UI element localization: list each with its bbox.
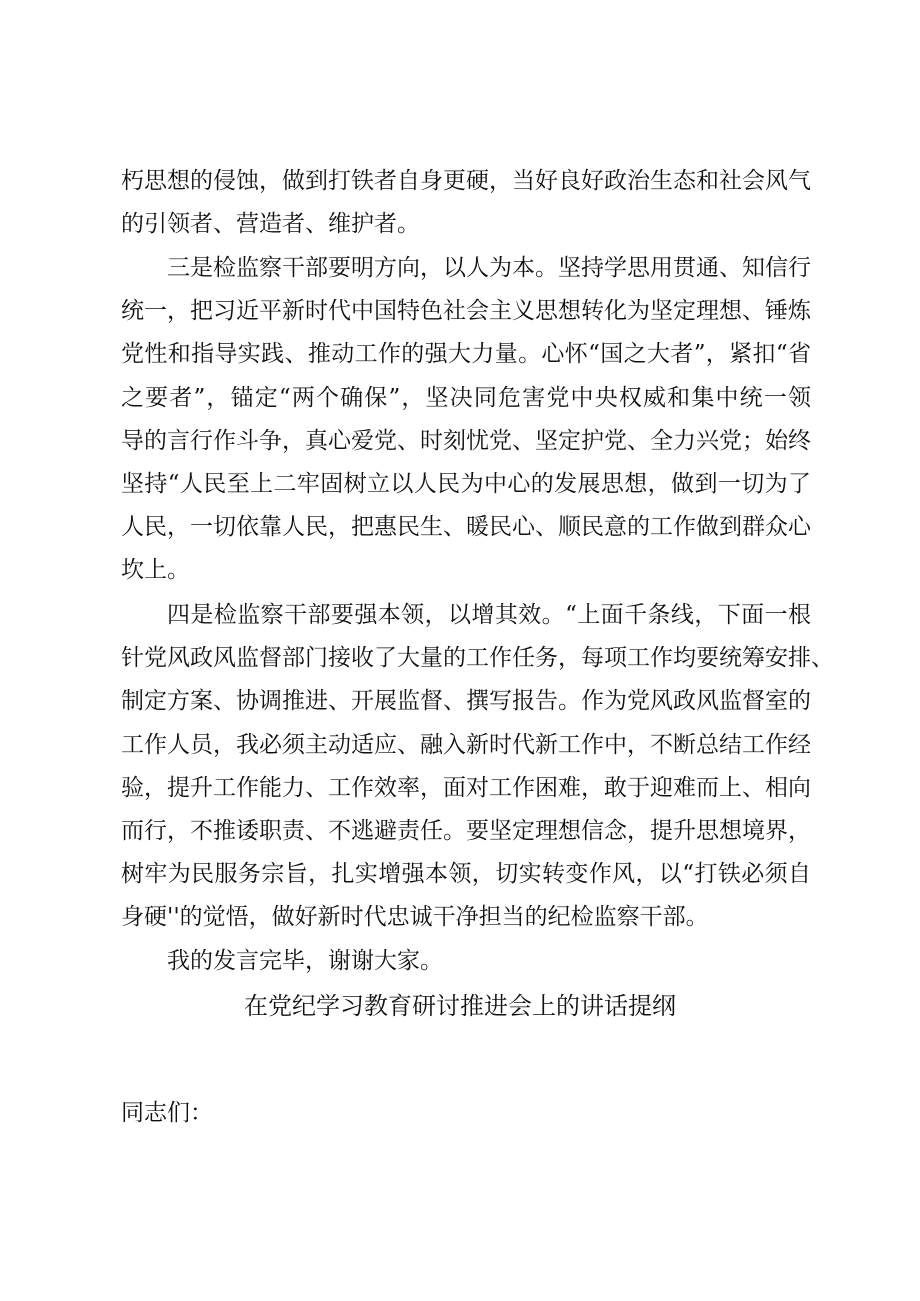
salutation: 同志们： <box>121 1100 213 1126</box>
text-line: 朽思想的侵蚀，做到打铁者自身更硬，当好良好政治生态和社会风气 <box>121 168 811 194</box>
text-line: 工作人员，我必须主动适应、融入新时代新工作中，不断总结工作经 <box>121 731 811 758</box>
text-line: 党性和指导实践、推动工作的强大力量。心怀“国之大者”，紧扣“省 <box>121 341 811 368</box>
paragraph-3 <box>121 594 834 940</box>
text-line: 统一，把习近平新时代中国特色社会主义思想转化为坚定理想、锤炼 <box>121 298 811 325</box>
document-title: 在党纪学习教育研讨推进会上的讲话提纲 <box>244 992 676 1020</box>
text-line: 三是检监察干部要明方向，以人为本。坚持学思用贯通、知信行 <box>167 255 811 281</box>
text-line: 针党风政风监督部门接收了大量的工作任务，每项工作均要统筹安排、 <box>121 645 834 672</box>
paragraph-2 <box>121 247 811 593</box>
text-line: 的引领者、营造者、维护者。 <box>121 211 420 238</box>
text-line: 坚持“人民至上二牢固树立以人民为中心的发展思想，做到一切为了 <box>121 470 811 497</box>
text-line: 身硬''的觉悟，做好新时代忠诚干净担当的纪检监察干部。 <box>121 904 709 931</box>
text-line: 而行，不推诿职责、不逃避责任。要坚定理想信念，提升思想境界， <box>121 817 811 844</box>
paragraph-4 <box>121 940 811 983</box>
text-line: 制定方案、协调推进、开展监督、撰写报告。作为党风政风监督室的 <box>121 688 811 715</box>
text-line: 之要者”，锚定“两个确保”，坚决同危害党中央权威和集中统一领 <box>121 384 811 411</box>
text-line: 树牢为民服务宗旨，扎实增强本领，切实转变作风，以“打铁必须自 <box>121 861 811 888</box>
text-line: 坎上。 <box>121 557 190 584</box>
text-line: 人民，一切依靠人民，把惠民生、暖民心、顺民意的工作做到群众心 <box>121 514 811 541</box>
paragraph-1 <box>121 160 811 246</box>
text-line: 我的发言完毕，谢谢大家。 <box>167 948 443 974</box>
text-line: 四是检监察干部要强本领，以增其效。“上面千条线，下面一根 <box>167 602 811 628</box>
text-line: 验，提升工作能力、工作效率，面对工作困难，敢于迎难而上、相向 <box>121 774 811 801</box>
text-line: 导的言行作斗争，真心爱党、时刻忧党、坚定护党、全力兴党；始终 <box>121 427 811 454</box>
